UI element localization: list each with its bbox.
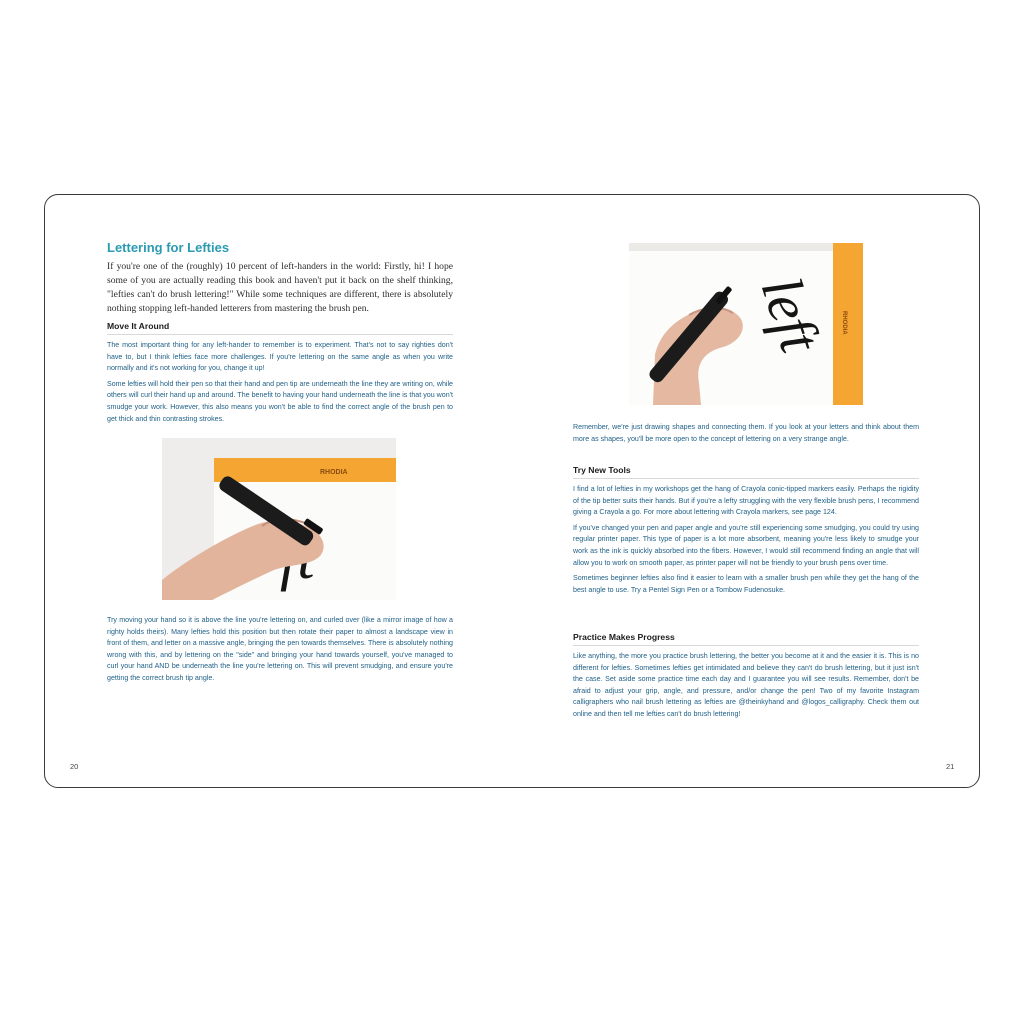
heading-rule xyxy=(573,645,919,646)
section-heading: Practice Makes Progress xyxy=(573,632,675,642)
body-paragraph: Some lefties will hold their pen so that their hand and pen tip are underneath the line they are writing on, while others will curl their hand up and around. The benefit to having your hand underneath the line is that you won't smudge your work. However, this also means you won't be able to find the correct angle of the brush pen to get thick and thin contrasting strokes. xyxy=(107,379,453,423)
lettering-word: left xyxy=(748,268,834,360)
photo-illustration xyxy=(162,438,396,600)
photo-illustration xyxy=(629,243,863,405)
pad-brand-label: RHODIA xyxy=(320,469,348,476)
page-title: Lettering for Lefties xyxy=(107,240,230,255)
section-practice-makes-progress xyxy=(573,632,919,721)
section-try-new-tools xyxy=(573,465,919,596)
body-paragraph: Try moving your hand so it is above the line you're lettering on, and curled over (like a mirror image of how a righty holds theirs). Many lefties hold this position but then rotate their paper to almost a landscape view in front of them, and letter on a massive angle, bringing the pen towards themselves. There is absolutely nothing wrong with this, and by lettering on the "side" and bringing your hand towards yourself, you've managed to curl your hand AND be underneath the line you're lettering on. This will prevent smudging, and ensure you're getting the correct brush tip angle. xyxy=(107,616,453,682)
left-hand-writing-photo xyxy=(629,243,863,405)
pad-brand-label: RHODIA xyxy=(841,311,847,335)
heading-rule xyxy=(573,478,919,479)
body-paragraph: I find a lot of lefties in my workshops get the hang of Crayola conic-tipped markers easily. Perhaps the rigidity of the tip better suits their hands. But if you're a lefty struggling with the very flexible brush pens, I recommend giving a Crayola a go. For more about lettering with Crayola markers, see page 124. xyxy=(573,485,919,517)
section-heading: Move It Around xyxy=(107,321,170,331)
section-move-it-around xyxy=(107,321,453,425)
body-paragraph: Sometimes beginner lefties also find it easier to learn with a smaller brush pen while they get the hang of the best angle to use. Try a Pentel Sign Pen or a Tombow Fudenosuke. xyxy=(573,574,919,594)
page-number: 20 xyxy=(70,762,79,771)
page-number: 21 xyxy=(946,762,955,771)
body-paragraph: Remember, we're just drawing shapes and connecting them. If you look at your letters and think about them more as shapes, you'll be more open to the concept of lettering on a very strange angle. xyxy=(573,423,919,443)
left-hand-lettering-photo xyxy=(162,438,396,600)
body-paragraph: If you've changed your pen and paper angle and you're still experiencing some smudging, you could try using regular printer paper. This type of paper is a lot more absorbent, meaning you're less likely to smudge your work as the ink is quickly absorbed into the fibers. However, I would still recommend finding an angle that will allow you to work on smooth paper, as printer paper will not be friendly to your brush pens over time. xyxy=(573,523,919,567)
intro-paragraph: If you're one of the (roughly) 10 percent of left-handers in the world: Firstly, hi! I hope some of you are actually reading this book and haven't put it back on the shelf thinking, "lefties can't do brush lettering!" While some techniques are different, there is absolutely nothing stopping left-handed letterers from mastering the brush pen. xyxy=(107,261,453,314)
heading-rule xyxy=(107,334,453,335)
section-heading: Try New Tools xyxy=(573,465,631,475)
body-paragraph: The most important thing for any left-hander to remember is to experiment. That's not to say righties don't have to, but I think lefties face more challenges. If you're lettering on the same angle as when you write normally and it's not working for you, change it up! xyxy=(107,341,453,373)
body-paragraph: Like anything, the more you practice brush lettering, the better you become at it and the easier it is. This is no different for lefties. Sometimes lefties get intimidated and believe they can't do brush lettering, but it just isn't the case. Set aside some practice time each day and I guarantee you will see results. Remember, don't be afraid to adjust your grip, angle, and pressure, and/or change the pen! Two of my favorite Instagram calligraphers who nail brush lettering as lefties are @theinkyhand and @logos_calligraphy. Check them out online and then tell me lefties can't do brush lettering! xyxy=(573,652,919,718)
